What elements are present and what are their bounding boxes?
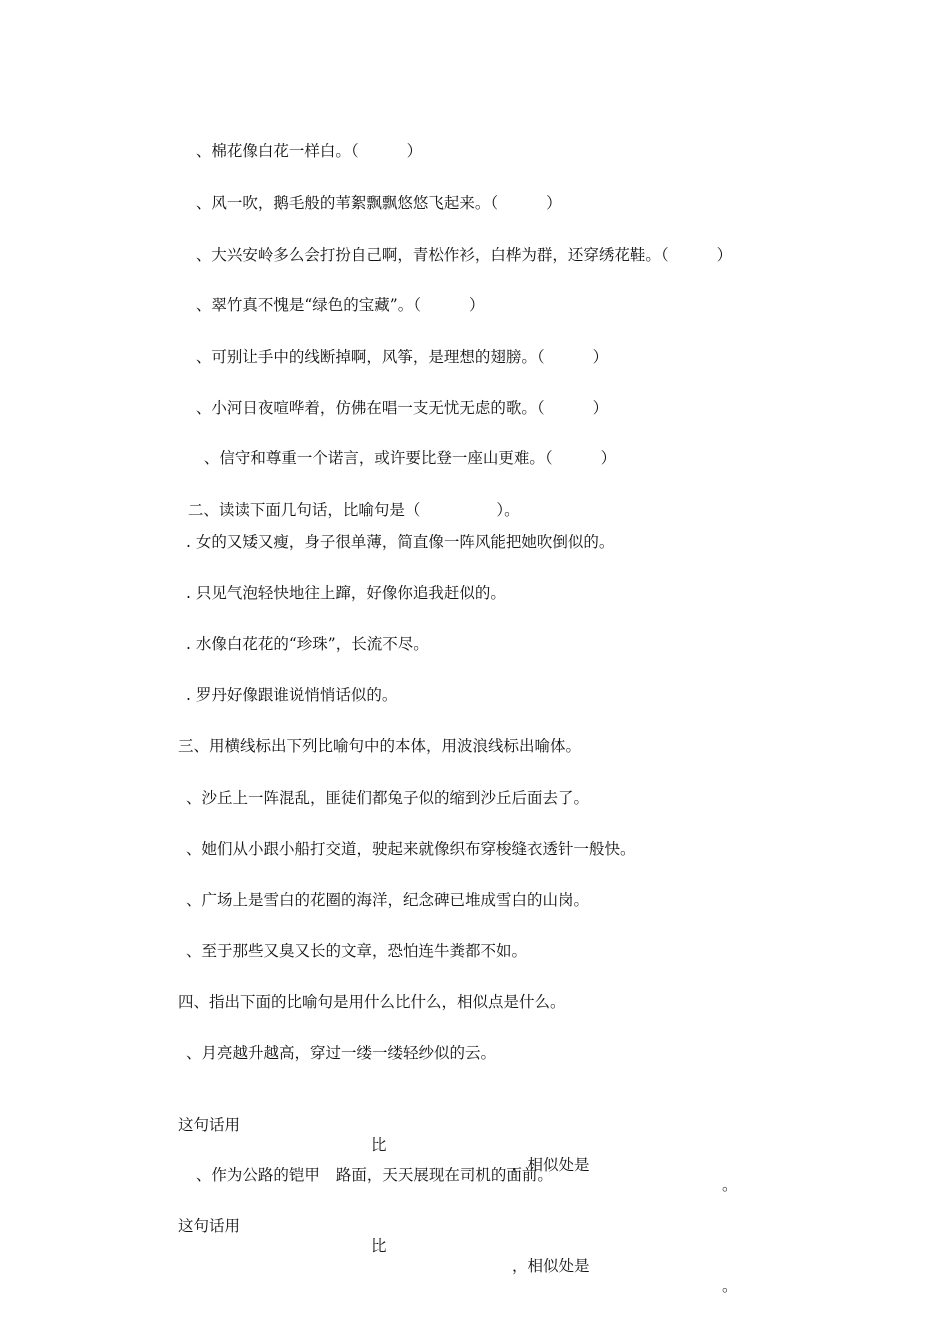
- s3-item-4: 、至于那些又臭又长的文章，恐怕连牛粪都不如。: [186, 942, 528, 960]
- s3-item-1: 、沙丘上一阵混乱，匪徒们都兔子似的缩到沙丘后面去了。: [186, 789, 590, 807]
- answer-mid: 比: [371, 1237, 387, 1255]
- s1-item-4: 、翠竹真不愧是“绿色的宝藏”。（ ）: [195, 296, 485, 314]
- s3-item-3: 、广场上是雪白的花圈的海洋，纪念碑已堆成雪白的山岗。: [186, 891, 590, 909]
- s1-item-6: 、小河日夜喧哗着，仿佛在唱一支无忧无虑的歌。（ ）: [195, 399, 609, 417]
- s2-heading: 二、读读下面几句话，比喻句是（ ）。: [187, 501, 520, 519]
- answer-end: 。: [722, 1277, 738, 1295]
- s1-item-2: 、风一吹，鹅毛般的苇絮飘飘悠悠飞起来。（ ）: [195, 194, 562, 212]
- answer-sim: ，相似处是: [512, 1156, 590, 1174]
- s4-heading: 四、指出下面的比喻句是用什么比什么，相似点是什么。: [178, 993, 566, 1011]
- s3-item-2: 、她们从小跟小船打交道，驶起来就像织布穿梭缝衣透针一般快。: [186, 840, 636, 858]
- s3-heading: 三、用横线标出下列比喻句中的本体，用波浪线标出喻体。: [178, 737, 582, 755]
- answer-prefix: 这句话用: [178, 1116, 241, 1134]
- s1-item-3: 、大兴安岭多么会打扮自己啊，青松作衫，白桦为群，还穿绣花鞋。（ ）: [195, 246, 733, 264]
- s1-item-1: 、棉花像白花一样白。（ ）: [195, 142, 423, 160]
- s2-item-3: . 水像白花花的“珍珠”，长流不尽。: [186, 635, 429, 653]
- s4-question-2: 、作为公路的铠甲 路面，天天展现在司机的面前。: [195, 1166, 553, 1184]
- answer-mid: 比: [371, 1136, 387, 1154]
- s2-item-2: . 只见气泡轻快地往上蹿，好像你追我赶似的。: [186, 584, 506, 602]
- s4-answer-line-2: [178, 1196, 738, 1295]
- s4-question-1: 、月亮越升越高，穿过一缕一缕轻纱似的云。: [186, 1044, 497, 1062]
- answer-prefix: 这句话用: [178, 1217, 241, 1235]
- answer-sim: ，相似处是: [512, 1257, 590, 1275]
- s2-item-1: . 女的又矮又瘦，身子很单薄，简直像一阵风能把她吹倒似的。: [186, 533, 615, 551]
- s2-item-4: . 罗丹好像跟谁说悄悄话似的。: [186, 686, 398, 704]
- s1-item-7: 、信守和尊重一个诺言，或许要比登一座山更难。（ ）: [203, 449, 617, 467]
- s1-item-5: 、可别让手中的线断掉啊，风筝，是理想的翅膀。（ ）: [195, 348, 609, 366]
- answer-end: 。: [722, 1176, 738, 1194]
